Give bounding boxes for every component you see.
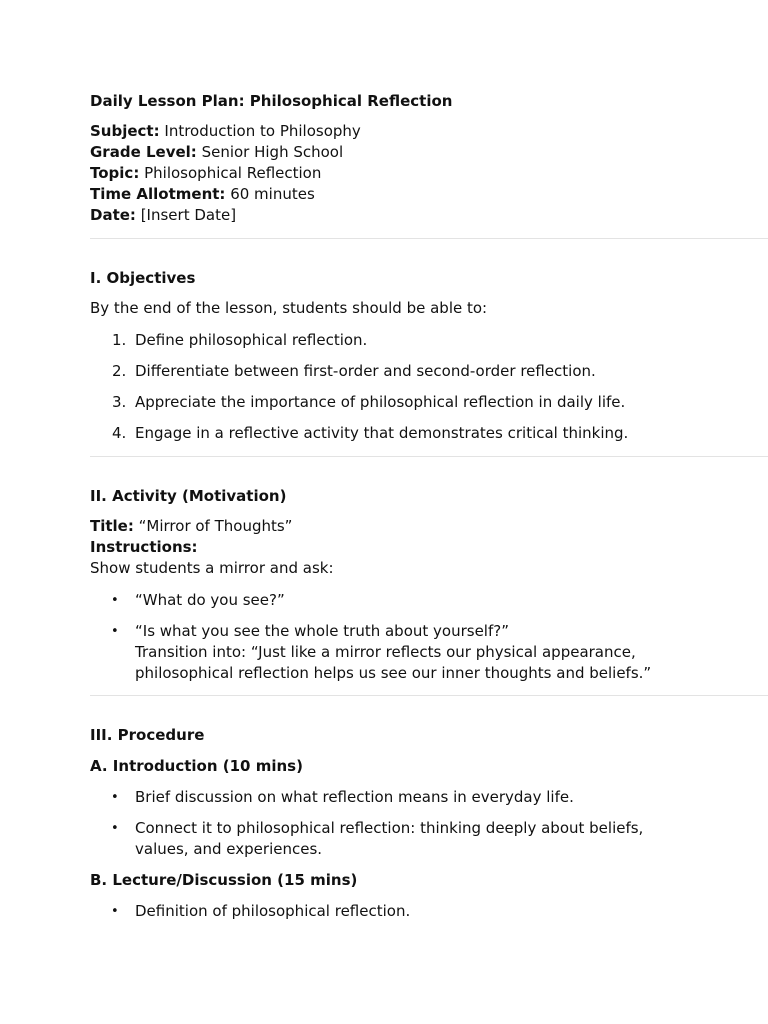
- list-item-text: “What do you see?”: [135, 591, 285, 609]
- activity-instructions-label: [90, 537, 768, 558]
- objectives-intro: By the end of the lesson, students should be able to:: [90, 299, 488, 317]
- meta-label: Topic:: [90, 164, 140, 182]
- objective-text: Engage in a reflective activity that demonstrates critical thinking.: [135, 424, 629, 442]
- section-divider: [90, 456, 768, 457]
- meta-value: [Insert Date]: [140, 206, 237, 224]
- objective-number: 4.: [112, 424, 127, 442]
- bullet-icon: •: [111, 821, 119, 836]
- instructions-label: Instructions:: [90, 538, 198, 556]
- introduction-heading: A. Introduction (10 mins): [90, 757, 303, 775]
- activity-title: [90, 516, 768, 537]
- meta-time-allotment: [90, 184, 768, 205]
- procedure-heading: III. Procedure: [90, 726, 205, 744]
- list-item-text: Brief discussion on what reflection means in everyday life.: [135, 788, 574, 806]
- bullet-icon: •: [111, 593, 119, 608]
- meta-topic: [90, 163, 768, 184]
- section-divider: [90, 238, 768, 239]
- objective-item: [90, 361, 768, 382]
- introduction-bullet-list: [90, 787, 768, 860]
- meta-label: Grade Level:: [90, 143, 197, 161]
- objective-item: [90, 330, 768, 351]
- lecture-discussion-heading: B. Lecture/Discussion (15 mins): [90, 871, 358, 889]
- meta-date: [90, 205, 768, 226]
- document-page: [90, 90, 768, 922]
- meta-label: Subject:: [90, 122, 160, 140]
- objective-text: Appreciate the importance of philosophical reflection in daily life.: [135, 393, 626, 411]
- objective-text: Differentiate between first-order and second-order reflection.: [135, 362, 596, 380]
- list-item: [90, 621, 695, 684]
- meta-value: Introduction to Philosophy: [164, 122, 361, 140]
- list-item: [90, 590, 695, 611]
- document-title: Daily Lesson Plan: Philosophical Reflection: [90, 92, 453, 110]
- objective-item: [90, 423, 768, 444]
- meta-value: Senior High School: [201, 143, 344, 161]
- bullet-icon: •: [111, 624, 119, 639]
- activity-title-value: “Mirror of Thoughts”: [138, 517, 293, 535]
- objective-number: 2.: [112, 362, 127, 380]
- meta-value: Philosophical Reflection: [144, 164, 322, 182]
- list-item: [90, 818, 695, 860]
- objective-text: Define philosophical reflection.: [135, 331, 368, 349]
- transition-text: Transition into: “Just like a mirror reflects our physical appearance, philosophical reflection helps us see our inner thoughts and beliefs.”: [135, 643, 652, 682]
- list-item: [90, 787, 695, 808]
- bullet-icon: •: [111, 904, 119, 919]
- activity-bullet-list: [90, 590, 768, 684]
- list-item: [90, 901, 695, 922]
- meta-subject: [90, 121, 768, 142]
- meta-label: Time Allotment:: [90, 185, 226, 203]
- lecture-bullet-list: [90, 901, 768, 922]
- objective-item: [90, 392, 768, 413]
- list-item-text: Connect it to philosophical reflection: thinking deeply about beliefs, values, and experiences.: [135, 819, 644, 858]
- list-item-text: Definition of philosophical reflection.: [135, 902, 411, 920]
- section-divider: [90, 695, 768, 696]
- activity-title-label: Title:: [90, 517, 134, 535]
- objectives-list: [90, 330, 768, 444]
- objectives-heading: I. Objectives: [90, 269, 196, 287]
- list-item-text: “Is what you see the whole truth about yourself?”: [135, 622, 509, 640]
- meta-grade-level: [90, 142, 768, 163]
- activity-instructions-text: Show students a mirror and ask:: [90, 559, 334, 577]
- lesson-meta: [90, 121, 768, 226]
- activity-heading: II. Activity (Motivation): [90, 487, 287, 505]
- objective-number: 1.: [112, 331, 127, 349]
- meta-value: 60 minutes: [230, 185, 315, 203]
- objective-number: 3.: [112, 393, 127, 411]
- meta-label: Date:: [90, 206, 136, 224]
- bullet-icon: •: [111, 790, 119, 805]
